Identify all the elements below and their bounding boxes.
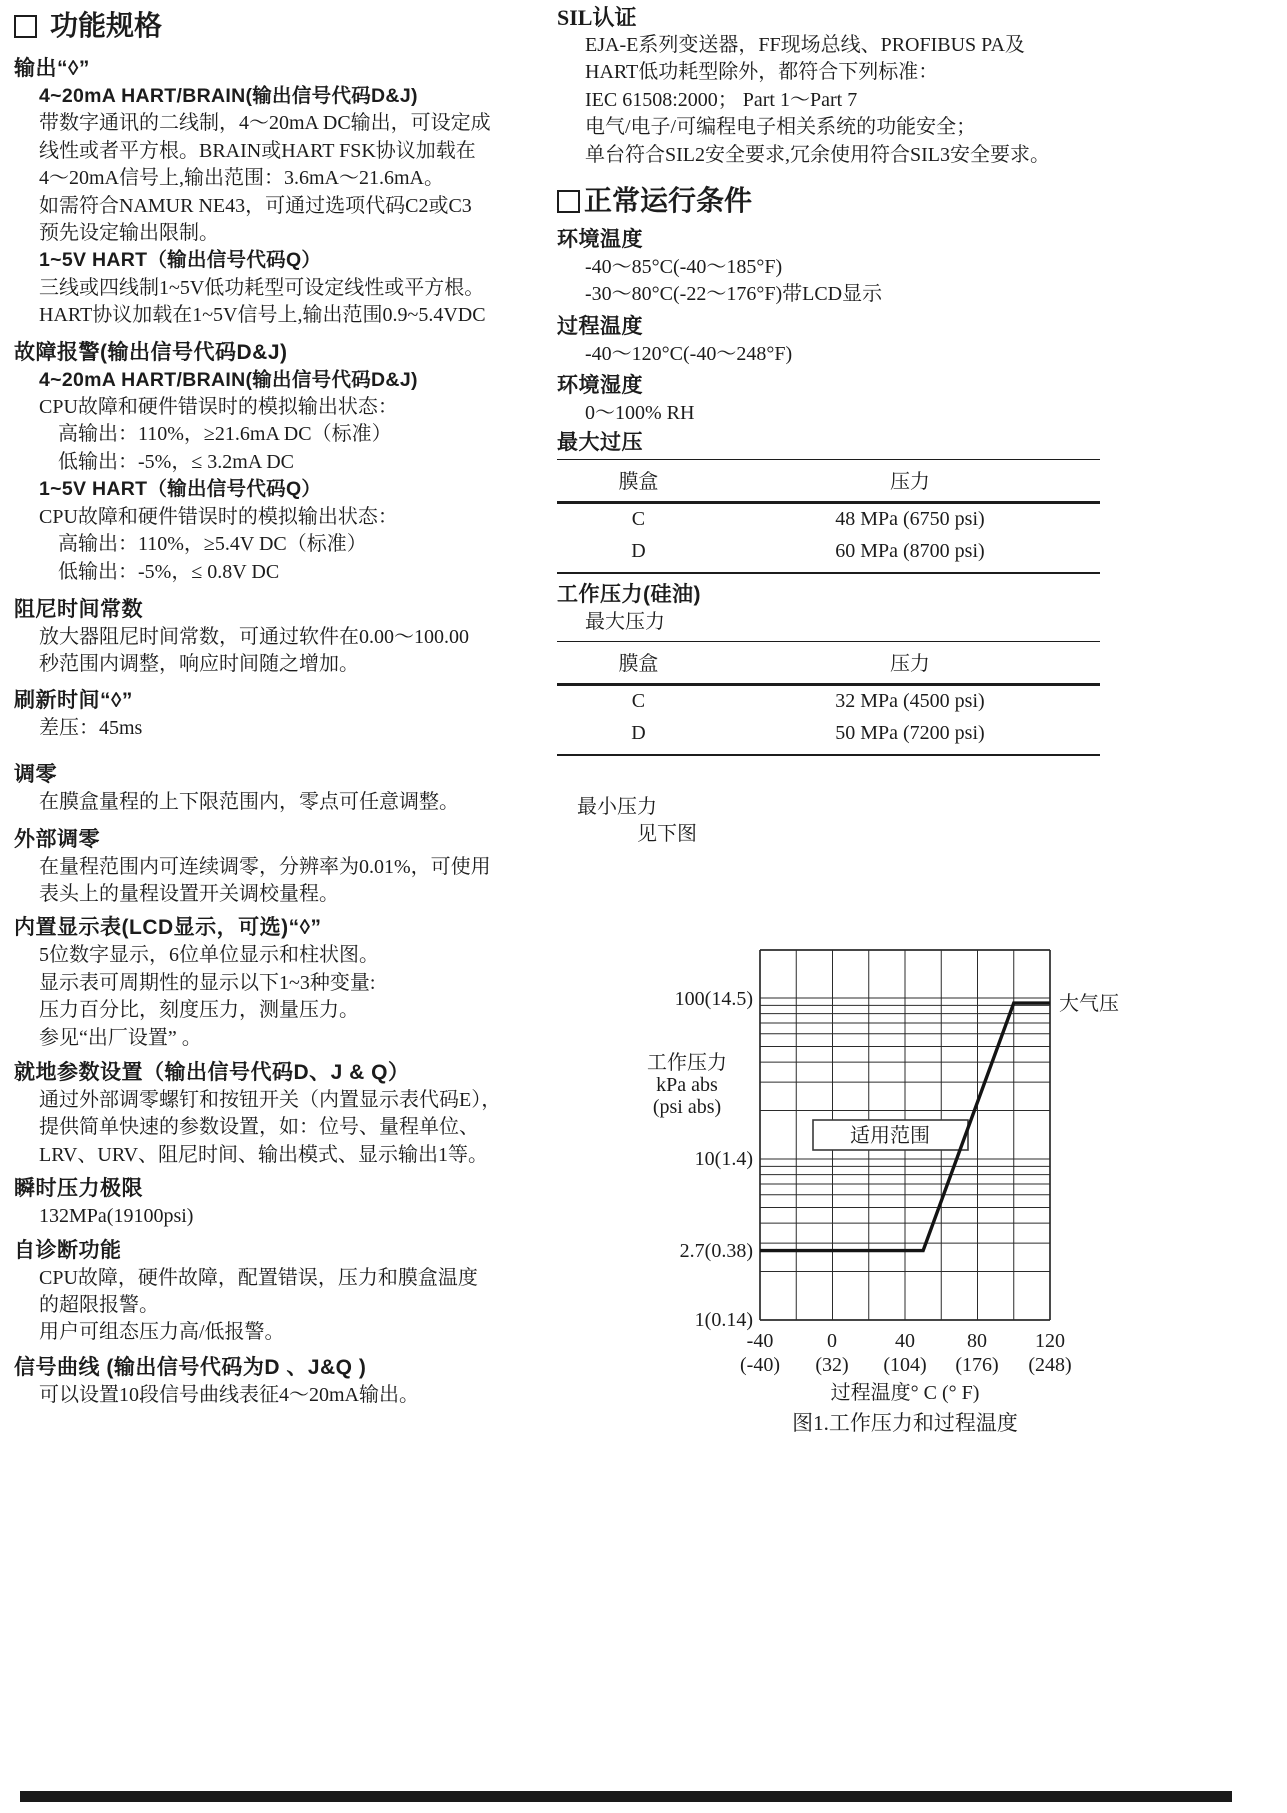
text-line: -30～80°C(-22～176°F)带LCD显示 — [585, 283, 883, 306]
x-tick-label-f: (32) — [815, 1354, 849, 1376]
see-figure-note: 见下图 — [637, 823, 697, 846]
x-tick-label: 0 — [827, 1330, 837, 1352]
figure-caption: 图1.工作压力和过程温度 — [792, 1411, 1018, 1435]
y-tick-label: 2.7(0.38) — [679, 1240, 753, 1262]
text-line: 在量程范围内可连续调零，分辨率为0.01%，可使用 — [39, 855, 491, 878]
text-line: 最大压力 — [585, 610, 665, 633]
text-line: 显示表可周期性的显示以下1~3种变量: — [39, 971, 376, 994]
text-line: 如需符合NAMUR NE43，可通过选项代码C2或C3 — [39, 194, 472, 217]
text-line: EJA-E系列变送器，FF现场总线、PROFIBUS PA及 — [585, 34, 1025, 56]
text-line: 高输出：110%，≥21.6mA DC（标准） — [58, 423, 392, 446]
text-line: 差压：45ms — [39, 716, 143, 739]
square-outline-icon — [14, 15, 37, 38]
text-line: 的超限报警。 — [39, 1294, 159, 1316]
y-axis-label: kPa abs — [656, 1074, 718, 1096]
text-line: -40～120°C(-40～248°F) — [585, 342, 793, 365]
x-tick-label: -40 — [746, 1330, 774, 1352]
table-row — [557, 536, 1100, 573]
text-line: 参见“出厂设置” 。 — [39, 1026, 202, 1049]
text-line: 放大器阻尼时间常数，可通过软件在0.00～100.00 — [39, 625, 469, 648]
heading-integral-indicator: 内置显示表(LCD显示，可选)“◊” — [14, 916, 322, 940]
subheading-1-5v-alarm: 1~5V HART（输出信号代码Q） — [39, 478, 322, 501]
applicable-range-label: 适用范围 — [850, 1125, 930, 1147]
page-footer-bar — [20, 1791, 1232, 1802]
text-line: 用户可组态压力高/低报警。 — [39, 1321, 285, 1344]
section-title: 正常运行条件 — [584, 185, 753, 217]
subheading-4-20ma: 4~20mA HART/BRAIN(输出信号代码D&J) — [39, 85, 418, 107]
table-row — [557, 718, 1100, 755]
heading-signal-curve: 信号曲线 (输出信号代码为D 、J&Q ) — [14, 1355, 367, 1379]
pressure-cell: 50 MPa (7200 psi) — [720, 718, 1100, 755]
heading-process-temp: 过程温度 — [557, 314, 643, 338]
text-line: 高输出：110%，≥5.4V DC（标准） — [58, 533, 367, 556]
heading-external-zero: 外部调零 — [14, 827, 100, 851]
text-line: LRV、URV、阻尼时间、输出模式、显示输出1等。 — [39, 1143, 489, 1166]
text-line: 可以设置10段信号曲线表征4～20mA输出。 — [39, 1383, 419, 1406]
x-tick-label-f: (104) — [883, 1354, 927, 1376]
text-line: 5位数字显示，6位单位显示和柱状图。 — [39, 944, 379, 967]
subheading-4-20ma-alarm: 4~20mA HART/BRAIN(输出信号代码D&J) — [39, 368, 418, 391]
text-line: 压力百分比，刻度压力，测量压力。 — [39, 999, 359, 1022]
heading-zero-adjust: 调零 — [14, 763, 57, 787]
capsule-cell: D — [557, 718, 720, 755]
text-line: HART协议加载在1~5V信号上,输出范围0.9~5.4VDC — [39, 304, 486, 327]
subheading-1-5v: 1~5V HART（输出信号代码Q） — [39, 249, 322, 272]
figure-1-chart — [557, 938, 1187, 1443]
heading-max-overpressure: 最大过压 — [557, 430, 643, 454]
x-tick-label: 40 — [895, 1330, 915, 1352]
atmospheric-pressure-label: 大气压 — [1059, 993, 1119, 1015]
pressure-header: 压力 — [720, 642, 1100, 685]
pressure-header: 压力 — [720, 459, 1100, 502]
section-title: 功能规格 — [50, 10, 163, 41]
text-line: 132MPa(19100psi) — [39, 1205, 194, 1228]
table-row — [557, 502, 1100, 536]
section-heading-functional-specs — [14, 6, 551, 46]
y-tick-label: 10(1.4) — [694, 1148, 753, 1170]
heading-update-time: 刷新时间“◊” — [14, 688, 133, 712]
heading-local-params: 就地参数设置（输出信号代码D、J & Q） — [14, 1060, 410, 1084]
pressure-cell: 60 MPa (8700 psi) — [720, 536, 1100, 573]
x-tick-label-f: (-40) — [740, 1354, 780, 1376]
left-column — [14, 6, 551, 1409]
text-line: HART低功耗型除外，都符合下列标准： — [585, 61, 939, 84]
overpressure-table — [557, 459, 1100, 574]
capsule-cell: C — [631, 507, 646, 530]
y-axis-label: 工作压力 — [647, 1052, 727, 1074]
table-header-row — [557, 642, 1100, 685]
text-line: CPU故障和硬件错误时的模拟输出状态： — [39, 505, 398, 528]
working-pressure-table — [557, 641, 1100, 756]
heading-damping: 阻尼时间常数 — [14, 597, 143, 621]
text-line: IEC 61508:2000； Part 1～Part 7 — [585, 88, 858, 111]
heading-failure-alarm: 故障报警(输出信号代码D&J) — [14, 340, 288, 364]
text-line: CPU故障和硬件错误时的模拟输出状态： — [39, 396, 398, 419]
heading-transient-limit: 瞬时压力极限 — [14, 1177, 143, 1201]
text-line: 秒范围内调整，响应时间随之增加。 — [39, 653, 359, 676]
section-heading-operating-conditions — [557, 181, 1142, 221]
text-line: 在膜盒量程的上下限范围内，零点可任意调整。 — [39, 791, 459, 814]
text-line: 表头上的量程设置开关调校量程。 — [39, 882, 339, 905]
text-line: 预先设定输出限制。 — [39, 222, 219, 245]
y-tick-label: 1(0.14) — [694, 1309, 753, 1331]
text-line: 0～100% RH — [585, 402, 695, 425]
heading-output: 输出“◊” — [14, 57, 90, 80]
y-axis-label: (psi abs) — [652, 1096, 722, 1118]
text-line: 低输出：-5%，≤ 3.2mA DC — [58, 450, 294, 473]
text-line: 4～20mA信号上,输出范围：3.6mA～21.6mA。 — [39, 167, 444, 190]
x-axis-label: 过程温度° C (° F) — [830, 1382, 980, 1404]
capsule-cell: C — [631, 690, 646, 713]
pressure-cell: 32 MPa (4500 psi) — [835, 690, 985, 713]
square-outline-icon — [557, 190, 580, 213]
text-line: 三线或四线制1~5V低功耗型可设定线性或平方根。 — [39, 276, 485, 299]
capsule-header: 膜盒 — [557, 459, 720, 502]
x-tick-label: 120 — [1035, 1330, 1065, 1352]
text-line: 带数字通讯的二线制，4～20mA DC输出，可设定成 — [39, 112, 491, 135]
text-line: 通过外部调零螺钉和按钮开关（内置显示表代码E）， — [39, 1088, 502, 1111]
capsule-cell: D — [557, 536, 720, 573]
capsule-header: 膜盒 — [557, 642, 720, 685]
text-line: 线性或者平方根。BRAIN或HART FSK协议加载在 — [39, 139, 476, 162]
heading-working-pressure: 工作压力(硅油) — [557, 582, 701, 606]
text-line: 提供简单快速的参数设置，如：位号、量程单位、 — [39, 1116, 479, 1139]
pressure-cell: 48 MPa (6750 psi) — [835, 507, 985, 530]
text-line: CPU故障，硬件故障，配置错误，压力和膜盒温度 — [39, 1266, 478, 1289]
table-row — [557, 685, 1100, 719]
y-tick-label: 100(14.5) — [674, 988, 753, 1010]
text-line: 单台符合SIL2安全要求,冗余使用符合SIL3安全要求。 — [585, 143, 1050, 166]
x-tick-label: 80 — [967, 1330, 987, 1352]
text-line: -40～85°C(-40～185°F) — [585, 256, 783, 279]
heading-sil: SIL认证 — [557, 5, 637, 30]
heading-ambient-temp: 环境温度 — [557, 228, 643, 252]
right-column — [557, 4, 1142, 849]
text-line: 电气/电子/可编程电子相关系统的功能安全； — [585, 116, 977, 139]
x-tick-label-f: (176) — [955, 1354, 999, 1376]
heading-self-diagnostics: 自诊断功能 — [14, 1238, 122, 1262]
x-tick-label-f: (248) — [1028, 1354, 1072, 1376]
heading-ambient-humidity: 环境湿度 — [557, 374, 643, 398]
text-line: 低输出：-5%，≤ 0.8V DC — [58, 560, 280, 583]
figure-1 — [557, 938, 1187, 1443]
min-pressure-label: 最小压力 — [577, 796, 657, 819]
table-header-row — [557, 459, 1100, 502]
